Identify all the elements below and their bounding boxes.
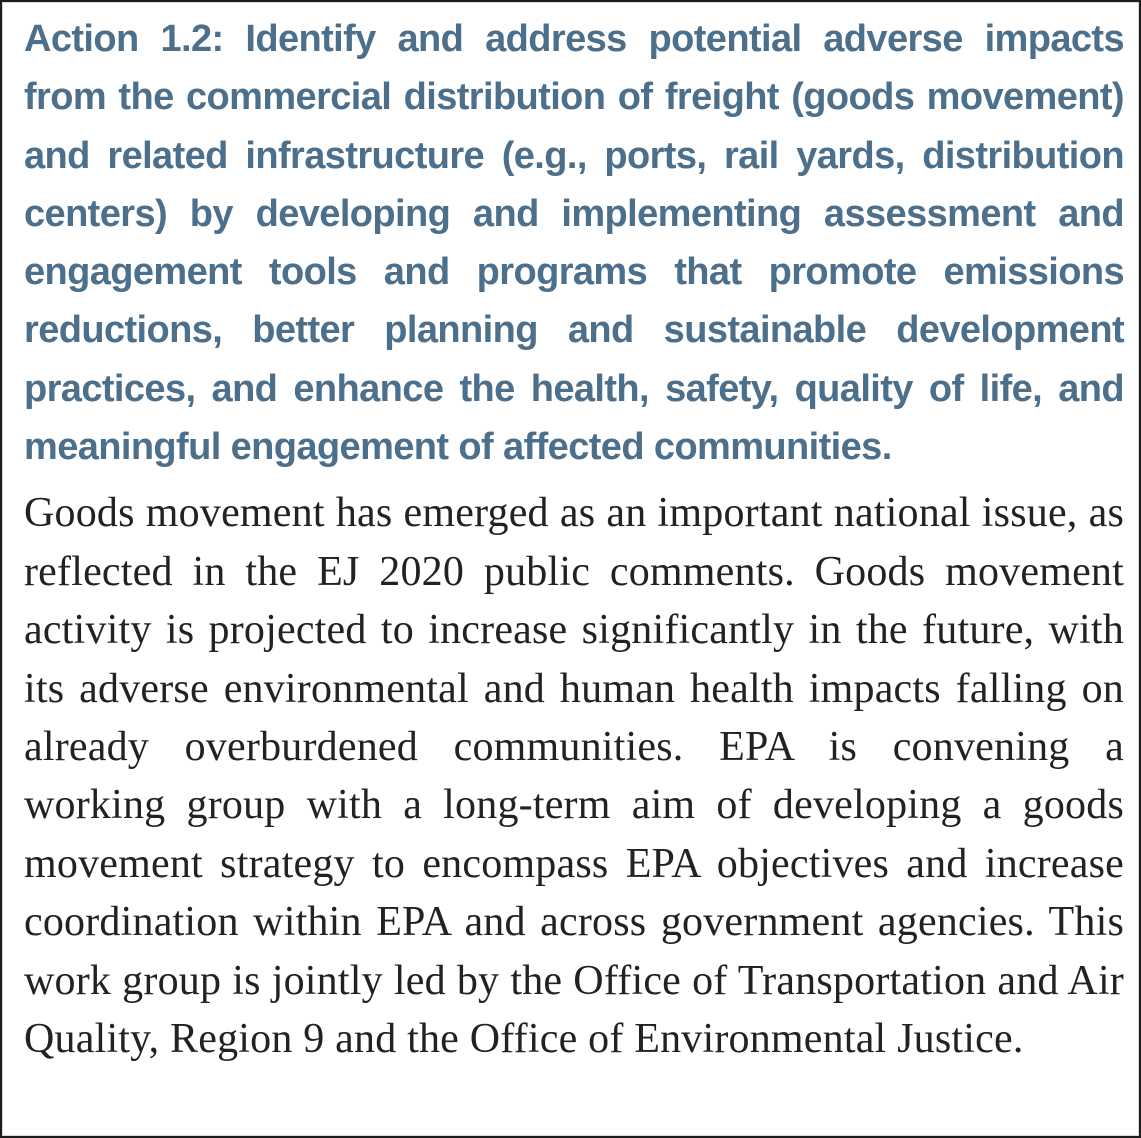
body-paragraph: Goods movement has emerged as an important national issue, as reflected in the EJ 2020 public comments. Goods movement activity is projected to increase significantly in the future, with its adverse environmental and human health impacts falling on already overburdened communities. EPA is convening a working group with a long-term aim of developing a goods movement strategy to encompass EPA objectives and increase coordination within EPA and across government agencies. This work group is jointly led by the Office of Transportation and Air Quality, Region 9 and the Office of Environmental Justice. bbox=[24, 490, 1124, 1063]
document-section bbox=[24, 10, 1124, 1068]
action-heading: Action 1.2: Identify and address potential adverse impacts from the commercial distribution of freight (goods movement) and related infrastructure (e.g., ports, rail yards, distribution centers) by developing and implementing assessment and engagement tools and programs that promote emissions reductions, better planning and sustainable development practices, and enhance the health, safety, quality of life, and meaningful engagement of affected communities. bbox=[24, 18, 1124, 469]
